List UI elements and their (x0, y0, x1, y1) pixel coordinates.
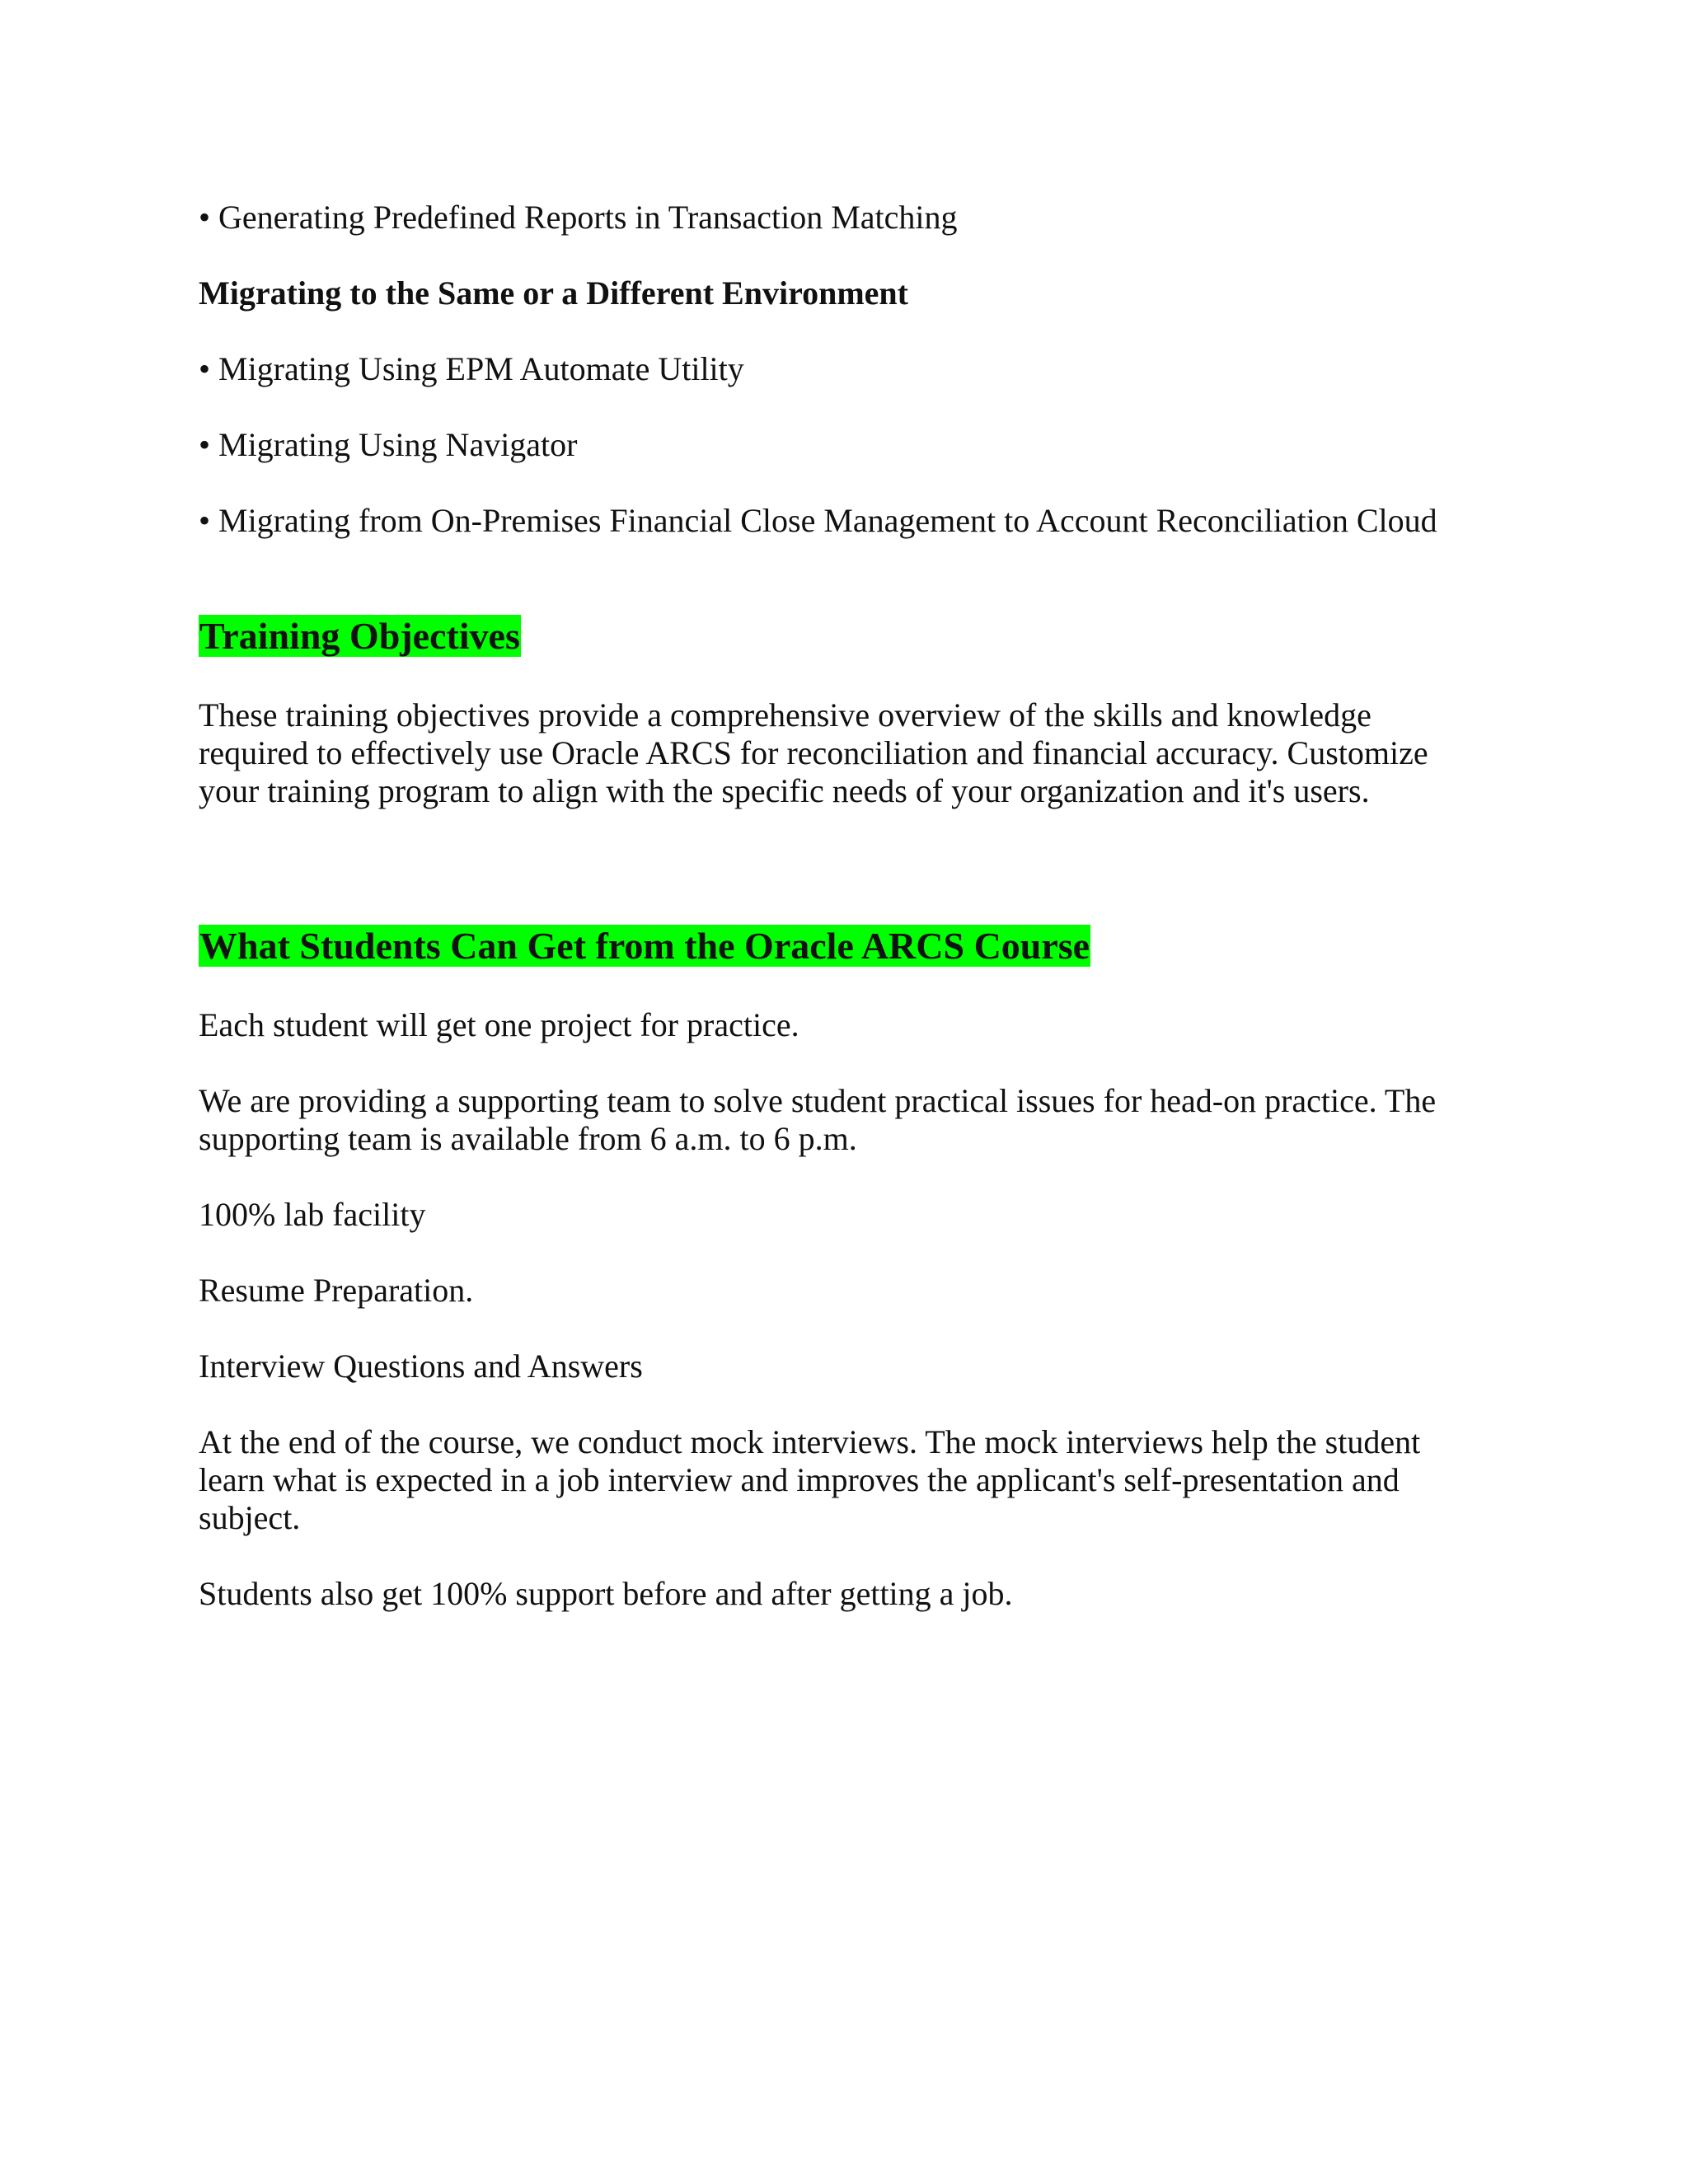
students-benefits-heading (199, 924, 1090, 968)
student-point-resume: Resume Preparation. (199, 1272, 474, 1309)
student-point-support-team: We are providing a supporting team to solve student practical issues for head-on practice. The supporting team is available from 6 a.m. to 6 p.m. (199, 1082, 1437, 1157)
student-point-project: Each student will get one project for practice. (199, 1006, 799, 1043)
training-objectives-heading-text: Training Objectives (199, 615, 520, 657)
bullet-migrating-epm-automate: • Migrating Using EPM Automate Utility (199, 350, 744, 387)
bullet-generating-reports: • Generating Predefined Reports in Transaction Matching (199, 199, 958, 236)
training-objectives-paragraph: These training objectives provide a comprehensive overview of the skills and knowledge required to effectively use Oracle ARCS for reconciliation and financial accuracy. Customize your training program to align with the specific needs of your organization and it's users. (199, 696, 1428, 809)
student-point-interview-qa: Interview Questions and Answers (199, 1347, 643, 1385)
bullet-migrating-on-premises: • Migrating from On-Premises Financial Close Management to Account Reconciliation Cloud (199, 502, 1437, 539)
training-objectives-heading (199, 614, 521, 658)
student-point-job-support: Students also get 100% support before and after getting a job. (199, 1575, 1013, 1612)
student-point-lab: 100% lab facility (199, 1196, 426, 1233)
student-point-mock-interviews: At the end of the course, we conduct mock interviews. The mock interviews help the student learn what is expected in a job interview and improves the applicant's self-presentation and subject. (199, 1423, 1421, 1536)
bullet-migrating-navigator: • Migrating Using Navigator (199, 426, 578, 463)
students-benefits-heading-text: What Students Can Get from the Oracle ARCS Course (199, 925, 1090, 967)
migration-heading: Migrating to the Same or a Different Environment (199, 274, 908, 312)
